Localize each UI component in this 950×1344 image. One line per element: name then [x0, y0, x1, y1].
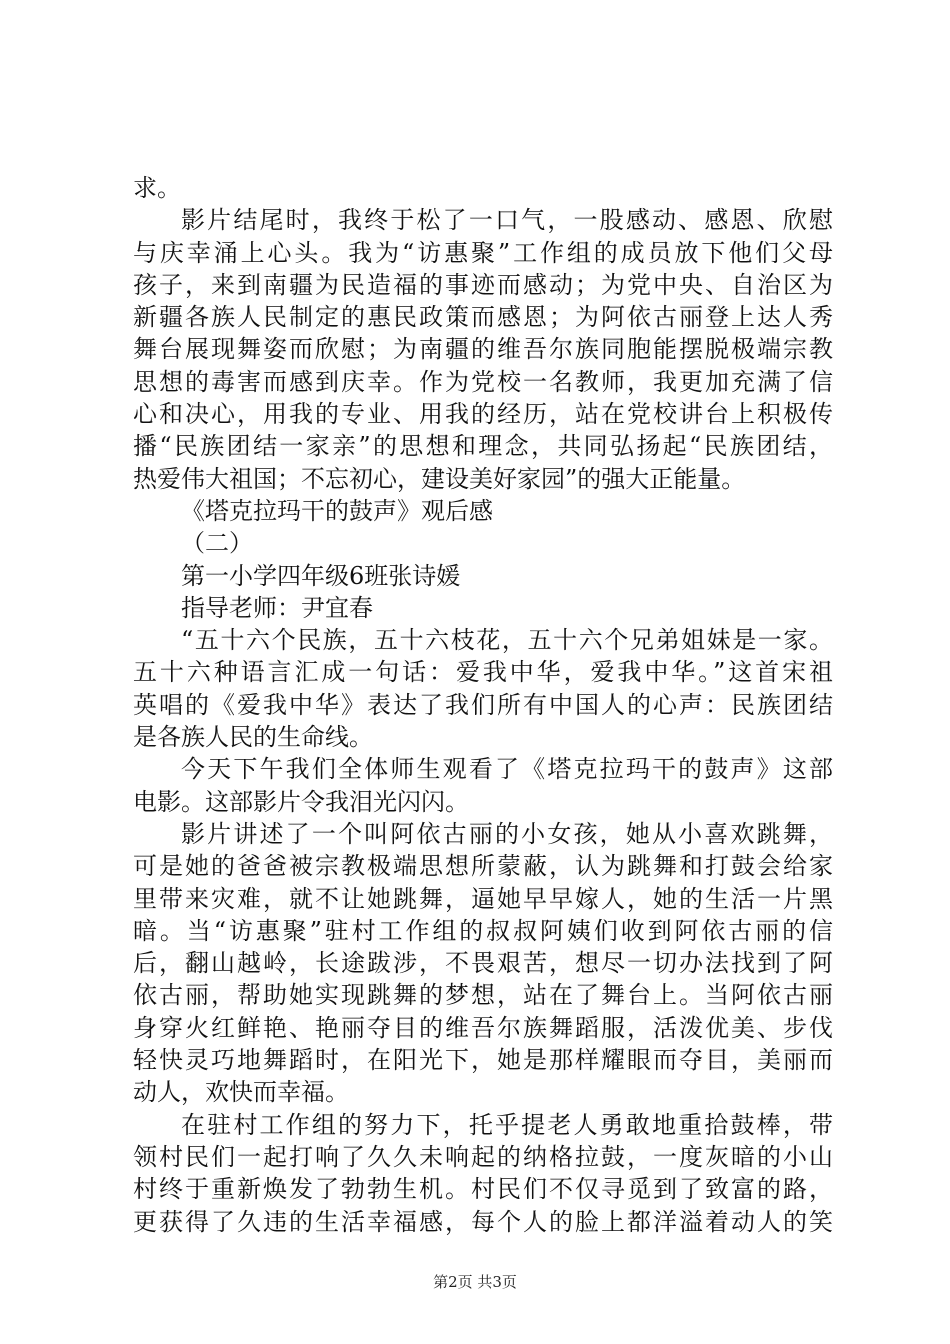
text-line: 热爱伟大祖国；不忘初心，建设美好家园”的强大正能量。 [133, 464, 746, 493]
text-line: 今天下午我们全体师生观看了《塔克拉玛干的鼓声》这部 [181, 755, 833, 784]
text-line: 身穿火红鲜艳、艳丽夺目的维吾尔族舞蹈服，活泼优美、步伐 [133, 1013, 833, 1042]
page-number: 第2页 共3页 [433, 1273, 517, 1291]
text-line: 与庆幸涌上心头。我为“访惠聚”工作组的成员放下他们父母 [133, 238, 833, 267]
text-line: 电影。这部影片令我泪光闪闪。 [133, 787, 469, 816]
text-line: 轻快灵巧地舞蹈时，在阳光下，她是那样耀眼而夺目，美丽而 [133, 1046, 833, 1075]
essay-title: 《塔克拉玛干的鼓声》观后感 [181, 496, 493, 525]
text-line: 暗。当“访惠聚”驻村工作组的叔叔阿姨们收到阿依古丽的信 [133, 916, 833, 945]
text-line: 求。 [133, 174, 181, 202]
text-line: 领村民们一起打响了久久未响起的纳格拉鼓，一度灰暗的小山 [133, 1142, 833, 1171]
text-line: 后，翻山越岭，长途跋涉，不畏艰苦，想尽一切办法找到了阿 [133, 949, 833, 978]
text-line: 依古丽，帮助她实现跳舞的梦想，站在了舞台上。当阿依古丽 [133, 981, 833, 1010]
text-line: 心和决心，用我的专业、用我的经历，站在党校讲台上积极传 [133, 400, 833, 429]
text-line: 更获得了久违的生活幸福感，每个人的脸上都洋溢着动人的笑 [133, 1207, 833, 1236]
text-line: 可是她的爸爸被宗教极端思想所蒙蔽，认为跳舞和打鼓会给家 [133, 852, 833, 881]
text-line: 动人，欢快而幸福。 [133, 1078, 349, 1107]
text-line: 舞台展现舞姿而欣慰；为南疆的维吾尔族同胞能摆脱极端宗教 [133, 335, 833, 364]
text-line: 是各族人民的生命线。 [133, 723, 373, 752]
essay-advisor: 指导老师：尹宜春 [181, 593, 373, 622]
text-line: “五十六个民族，五十六枝花，五十六个兄弟姐妹是一家。 [181, 626, 833, 655]
essay-part-number: （二） [181, 529, 253, 558]
text-line: 五十六种语言汇成一句话：爱我中华，爱我中华。”这首宋祖 [133, 658, 833, 687]
essay-author: 第一小学四年级6班张诗媛 [181, 561, 461, 590]
text-line: 村终于重新焕发了勃勃生机。村民们不仅寻觅到了致富的路， [133, 1175, 833, 1204]
document-body [133, 172, 833, 1238]
text-line: 思想的毒害而感到庆幸。作为党校一名教师，我更加充满了信 [133, 367, 833, 396]
text-line: 影片结尾时，我终于松了一口气，一股感动、感恩、欣慰 [181, 206, 833, 235]
text-line: 播“民族团结一家亲”的思想和理念，共同弘扬起“民族团结， [133, 432, 833, 461]
text-line: 英唱的《爱我中华》表达了我们所有中国人的心声：民族团结 [133, 690, 833, 719]
text-line: 新疆各族人民制定的惠民政策而感恩；为阿依古丽登上达人秀 [133, 303, 833, 332]
text-line: 在驻村工作组的努力下，托乎提老人勇敢地重拾鼓棒，带 [181, 1110, 833, 1139]
text-line: 影片讲述了一个叫阿依古丽的小女孩，她从小喜欢跳舞， [181, 819, 833, 848]
text-line: 孩子，来到南疆为民造福的事迹而感动；为党中央、自治区为 [133, 270, 833, 299]
text-line: 里带来灾难，就不让她跳舞，逼她早早嫁人，她的生活一片黑 [133, 884, 833, 913]
